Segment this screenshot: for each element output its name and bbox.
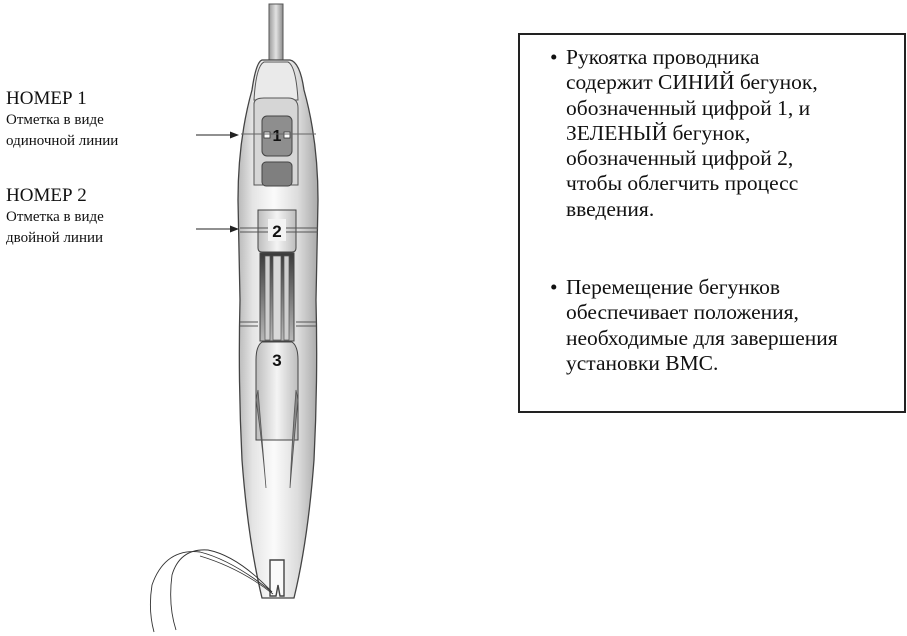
bullet-dot: • [550,45,558,69]
threads [150,552,272,632]
info-bullet-2 [550,275,838,376]
bullet-1-line: содержит СИНИЙ бегунок, [566,70,818,95]
slider-2-number: 2 [272,222,282,241]
marker-2-desc-line-2: двойной линии [6,230,104,246]
inserter-rod [269,4,283,60]
marker-1-desc-line-2: одиночной линии [6,133,119,149]
bullet-1-line: чтобы облегчить процесс [566,171,799,196]
bullet-1-line: обозначенный цифрой 2, [566,146,794,171]
tip-slot [270,560,284,596]
info-bullet-1 [550,45,818,222]
slider-1-number: 1 [272,128,282,145]
bullet-1-line: ЗЕЛЕНЫЙ бегунок, [566,120,751,145]
bullet-1-line: Рукоятка проводника [566,45,760,69]
bullet-2-line: обеспечивает положения, [566,300,799,325]
bullet-1-line: введения. [566,196,655,221]
bullet-1-line: обозначенный цифрой 1, и [566,95,811,120]
marker-1-desc-line-1: Отметка в виде [6,112,104,128]
arrow-marker-2 [196,226,239,233]
marker-2-title: НОМЕР 2 [6,185,87,206]
info-box [518,33,906,413]
bullet-dot: • [550,275,558,299]
marker-1-title: НОМЕР 1 [6,88,87,109]
slider-3-number: 3 [272,351,282,370]
marker-2-desc-line-1: Отметка в виде [6,209,104,225]
bullet-2-line: установки ВМС. [566,350,719,375]
bullet-2-line: необходимые для завершения [566,325,838,350]
arrow-marker-1 [196,132,239,139]
bullet-2-line: Перемещение бегунков [566,275,781,299]
